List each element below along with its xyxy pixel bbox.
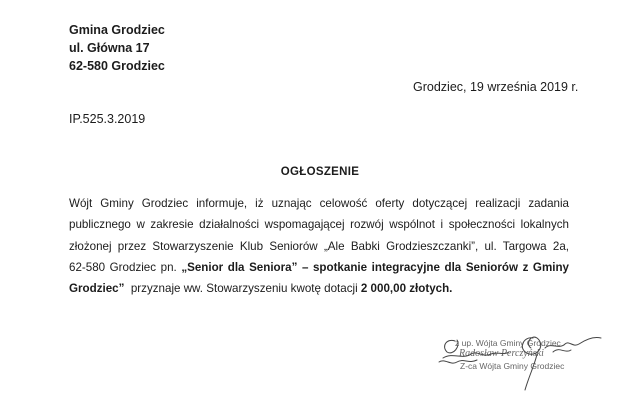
reference-number: IP.525.3.2019 [69,112,146,126]
grant-amount: 2 000,00 złotych. [360,282,453,296]
body-line-2: publicznego w zakresie działalności wspomagającej rozwój wspólnot i społeczności lokalnych [69,218,569,232]
sender-street: ul. Główna 17 [69,41,150,55]
body-line-3: złożonej przez Stowarzyszenie Klub Seniorów „Ale Babki Grodzieszczanki”, ul. Targowa 2a, [69,239,569,253]
signature-stamp-authority: z up. Wójta Gminy Grodziec [455,338,561,348]
sender-postal-city: 62-580 Grodziec [69,59,165,73]
document-title: OGŁOSZENIE [280,166,360,178]
task-name: „Senior dla Seniora” – spotkanie integracyjne dla Seniorów z Gminy [181,260,570,274]
body-line-4 [69,257,569,278]
sender-name: Gmina Grodziec [69,23,165,37]
signature-stamp-position: Z-ca Wójta Gminy Grodziec [460,361,565,371]
body-line-5 [69,278,569,299]
announcement-body [69,193,569,299]
task-name-end: Grodziec” [69,282,125,296]
body-line-5-middle: przyznaje ww. Stowarzyszeniu kwotę dotacji [124,282,361,296]
place-date: Grodziec, 19 września 2019 r. [413,80,579,94]
body-line-1: Wójt Gminy Grodziec informuje, iż uznając celowość oferty dotyczącej realizacji zadania [69,197,569,210]
body-line-4-prefix: 62-580 Grodziec pn. [69,260,182,274]
signature-block [445,338,605,398]
sender-address [69,21,165,75]
signature-stamp-name: Radosław Perczyński [459,348,544,359]
